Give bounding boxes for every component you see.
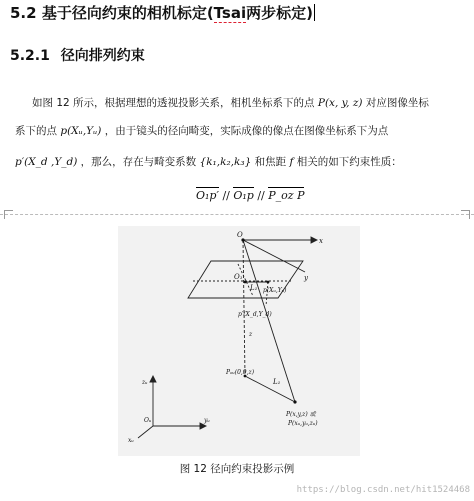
subsection-heading	[10, 46, 145, 66]
label-xw: xᵤ	[128, 437, 134, 444]
subsection-title: 径向排列约束	[60, 48, 145, 64]
paragraph-text: 如图 12 所示，根据理想的透视投影关系，相机坐标系下的点	[32, 97, 315, 109]
label-Poz: Pₒᵤ(0,0,z)	[226, 369, 255, 376]
math-point-p: p(Xᵤ,Yᵤ)	[60, 125, 102, 137]
paragraph-text: ，那么，存在与畸变系数	[80, 156, 197, 168]
label-L1-small: L₁	[250, 284, 258, 292]
label-yw: yᵤ	[204, 417, 210, 424]
paragraph-text: 和焦距	[254, 156, 287, 168]
paragraph-line-2	[15, 124, 460, 138]
undistorted-point-dot	[267, 281, 270, 284]
section-heading	[10, 2, 315, 24]
world-point-dot	[293, 400, 296, 403]
label-z: z	[249, 331, 253, 338]
math-focal-length: f	[289, 156, 294, 168]
paragraph-text: ，由于镜头的径向畸变，实际成像的像点在图像坐标系下为点	[104, 125, 389, 137]
section-title-suffix: 两步标定)	[246, 4, 313, 22]
subsection-number: 5.2.1	[10, 48, 50, 64]
image-center-dot	[244, 281, 247, 284]
formula-vector-3: P_oz P	[268, 189, 305, 202]
watermark-url: https://blog.csdn.net/hit1524468	[296, 485, 470, 495]
formula-vector-1: O₁p′	[196, 189, 219, 202]
math-point-p-prime: p′(X_d ,Y_d)	[15, 156, 78, 168]
label-p-undistorted: p(Xᵤ,Yᵤ)	[263, 287, 287, 294]
label-x: x	[319, 237, 323, 245]
paragraph-line-1	[32, 96, 474, 110]
label-P-world-alt: P(xᵤ,yᵤ,zᵤ)	[288, 420, 318, 427]
figure-background	[118, 226, 360, 456]
math-distortion-coeffs: {k₁,k₂,k₃}	[199, 156, 252, 168]
paragraph-line-3	[15, 155, 460, 169]
label-Ow: Oᵤ	[144, 417, 152, 424]
page-break	[0, 210, 474, 220]
projection-figure	[118, 226, 360, 456]
label-P-world: P(x,y,z) 或	[286, 411, 316, 418]
text-cursor	[314, 4, 315, 21]
section-title-tsai: Tsai	[213, 4, 247, 22]
formula-vector-2: O₁p	[233, 189, 254, 202]
math-point-P: P(x, y, z)	[317, 97, 363, 109]
paragraph-text: 对应图像坐标	[365, 97, 429, 109]
label-L1: L₁	[273, 378, 281, 386]
label-p-distorted: p′(X_d,Y_d)	[238, 311, 272, 318]
constraint-formula	[196, 189, 304, 202]
formula-parallel: //	[253, 189, 269, 202]
section-title-prefix: 基于径向约束的相机标定(	[41, 4, 214, 22]
projection-diagram	[118, 226, 360, 456]
section-number: 5.2	[10, 4, 37, 22]
formula-parallel: //	[218, 189, 234, 202]
label-y: y	[304, 274, 308, 282]
paragraph-text: 相关的如下约束性质：	[296, 156, 402, 168]
label-zw: zᵤ	[142, 379, 148, 386]
figure-caption: 图 12 径向约束投影示例	[179, 463, 295, 475]
paragraph-text: 系下的点	[15, 125, 57, 137]
label-O: O	[237, 231, 243, 239]
label-O1: O₁	[234, 273, 243, 281]
